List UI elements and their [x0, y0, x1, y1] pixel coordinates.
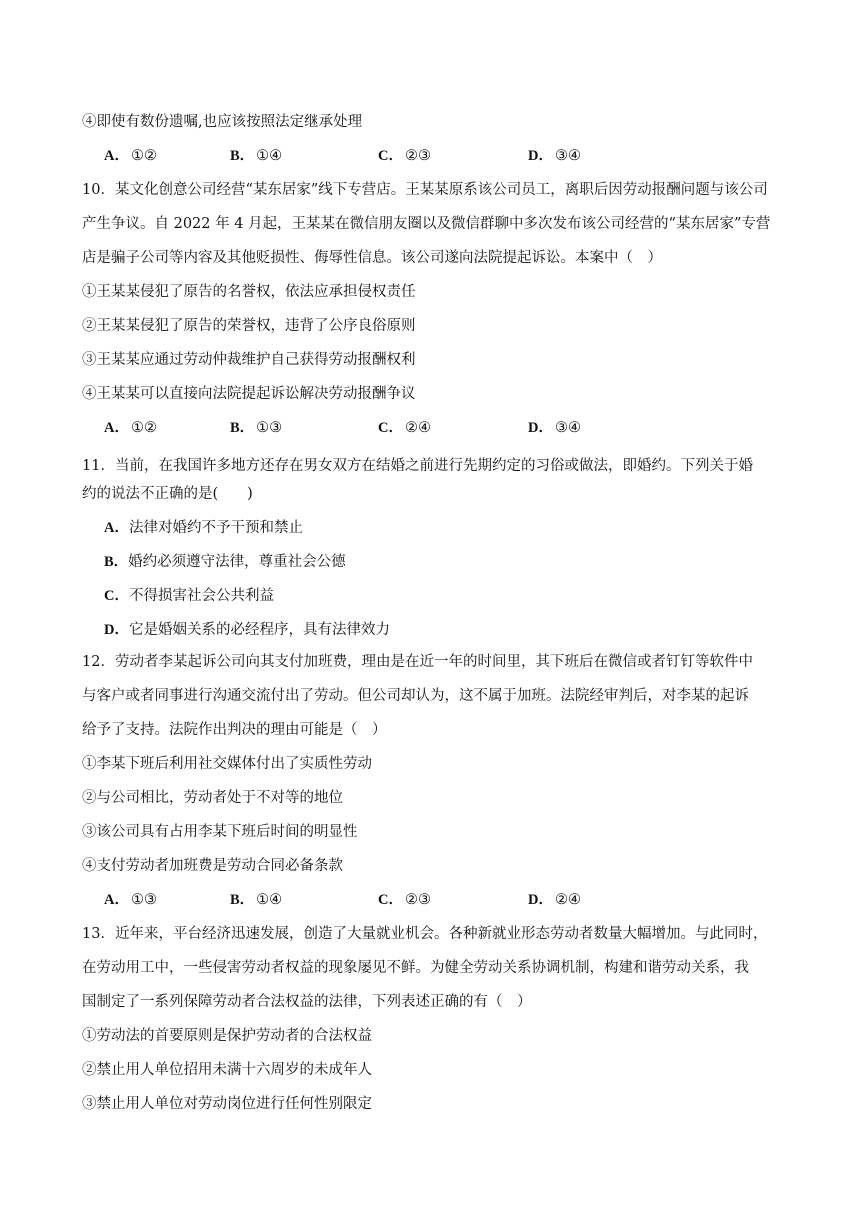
q11-option-d[interactable]: D．它是婚姻关系的必经程序，具有法律效力 [104, 622, 390, 638]
q9-option-a[interactable]: A． ①② [104, 148, 157, 164]
q10-stem-line-1: 10．某文化创意公司经营“某东居家”线下专营店。王某某原系该公司员工，离职后因劳动报酬问题与该公司 [82, 182, 768, 198]
q10-option-b[interactable]: B． ①③ [230, 420, 283, 436]
q12-stem-line-1: 12．劳动者李某起诉公司向其支付加班费，理由是在近一年的时间里，其下班后在微信或者钉钉等软件中 [82, 654, 753, 670]
q10-item-1: ①王某某侵犯了原告的名誉权，依法应承担侵权责任 [82, 284, 416, 300]
q12-option-b[interactable]: B． ①④ [230, 892, 283, 908]
q12-item-2: ②与公司相比，劳动者处于不对等的地位 [82, 790, 343, 806]
q13-stem-line-2: 在劳动用工中，一些侵害劳动者权益的现象屡见不鲜。为健全劳动关系协调机制，构建和谐劳动关系，我 [82, 960, 749, 976]
q10-stem-line-3: 店是骗子公司等内容及其他贬损性、侮辱性信息。该公司遂向法院提起诉讼。本案中（ ） [82, 250, 662, 266]
q13-item-2: ②禁止用人单位招用未满十六周岁的未成年人 [82, 1062, 372, 1078]
q12-item-3: ③该公司具有占用李某下班后时间的明显性 [82, 824, 358, 840]
q10-stem-line-2: 产生争议。自 2022 年 4 月起，王某某在微信朋友圈以及微信群聊中多次发布该公司经营的“某东居家”专营 [82, 216, 771, 232]
q10-item-4: ④王某某可以直接向法院提起诉讼解决劳动报酬争议 [82, 386, 416, 402]
q12-item-4: ④支付劳动者加班费是劳动合同必备条款 [82, 858, 343, 874]
q10-item-3: ③王某某应通过劳动仲裁维护自己获得劳动报酬权利 [82, 352, 416, 368]
q13-item-3: ③禁止用人单位对劳动岗位进行任何性别限定 [82, 1096, 372, 1112]
q12-item-1: ①李某下班后利用社交媒体付出了实质性劳动 [82, 756, 372, 772]
q13-stem-line-3: 国制定了一系列保障劳动者合法权益的法律，下列表述正确的有（ ） [82, 994, 532, 1010]
q9-options [104, 146, 664, 166]
q10-options [104, 418, 664, 438]
q11-option-b[interactable]: B．婚约必须遵守法律，尊重社会公德 [104, 554, 346, 570]
q12-options [104, 890, 664, 910]
q10-option-a[interactable]: A． ①② [104, 420, 157, 436]
q9-item-4: ④即使有数份遗嘱,也应该按照法定继承处理 [82, 114, 363, 130]
q13-stem-line-1: 13．近年来，平台经济迅速发展，创造了大量就业机会。各种新就业形态劳动者数量大幅增加。与此同时， [82, 926, 768, 942]
q11-option-a[interactable]: A．法律对婚约不予干预和禁止 [104, 520, 303, 536]
q10-option-d[interactable]: D． ③④ [528, 420, 581, 436]
q11-stem-line-1: 11．当前，在我国许多地方还存在男女双方在结婚之前进行先期约定的习俗或做法，即婚约。下列关于婚 [82, 458, 753, 474]
q9-option-b[interactable]: B． ①④ [230, 148, 283, 164]
q12-option-a[interactable]: A． ①③ [104, 892, 157, 908]
q9-option-c[interactable]: C． ②③ [378, 148, 431, 164]
q9-option-d[interactable]: D． ③④ [528, 148, 581, 164]
q10-option-c[interactable]: C． ②④ [378, 420, 431, 436]
q11-stem-line-2: 约的说法不正确的是( ) [82, 486, 253, 502]
q10-item-2: ②王某某侵犯了原告的荣誉权，违背了公序良俗原则 [82, 318, 416, 334]
q12-stem-line-3: 给予了支持。法院作出判决的理由可能是（ ） [82, 722, 387, 738]
q12-option-d[interactable]: D． ②④ [528, 892, 581, 908]
q13-item-1: ①劳动法的首要原则是保护劳动者的合法权益 [82, 1028, 372, 1044]
q12-option-c[interactable]: C． ②③ [378, 892, 431, 908]
q12-stem-line-2: 与客户或者同事进行沟通交流付出了劳动。但公司却认为，这不属于加班。法院经审判后，对李某的起诉 [82, 688, 749, 704]
q11-option-c[interactable]: C．不得损害社会公共利益 [104, 588, 274, 604]
